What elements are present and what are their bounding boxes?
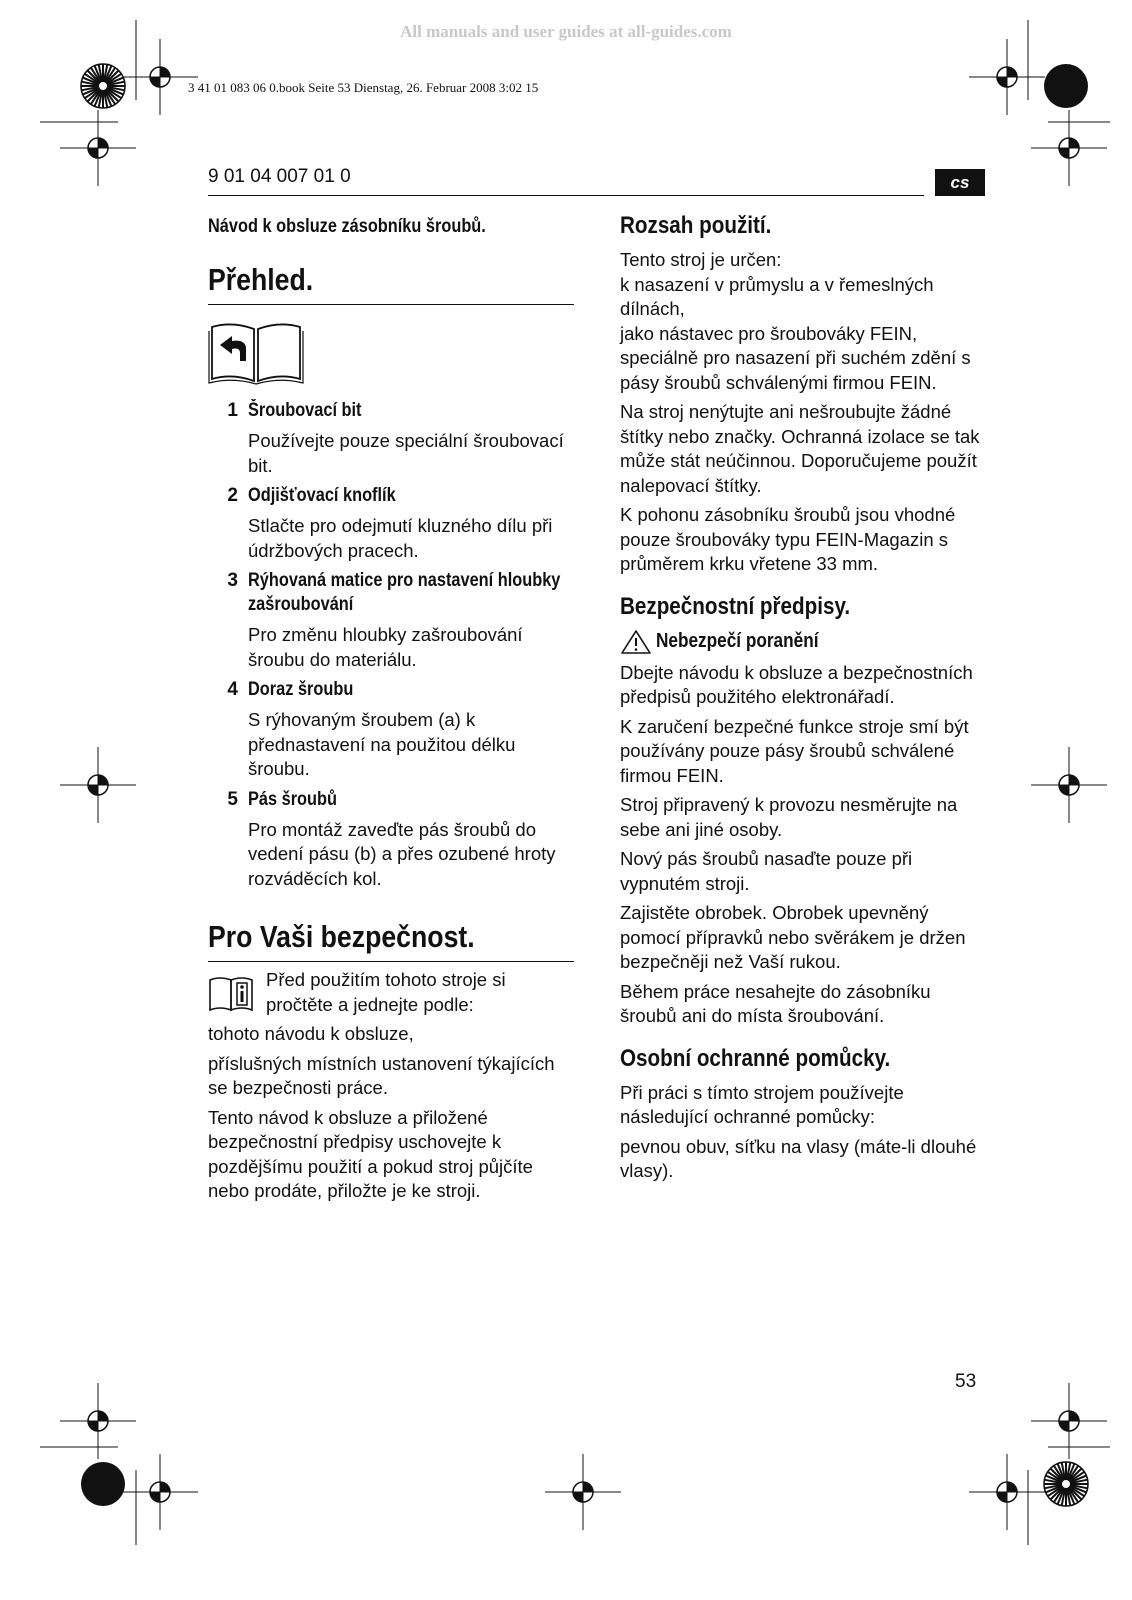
item-title: Doraz šroubu — [248, 679, 354, 700]
scope-heading: Rozsah použití. — [620, 212, 772, 239]
paragraph: K pohonu zásobníku šroubů jsou vhodné pouze šroubováky typu FEIN-Magazin s průměrem krku vřetene 33 mm. — [620, 504, 956, 574]
item-title-continued: zašroubování — [248, 594, 354, 615]
item-number: 5 — [227, 788, 238, 810]
list-item — [208, 788, 574, 892]
overview-heading: Přehled. — [208, 262, 314, 297]
item-title: Rýhovaná matice pro nastavení hloubky — [248, 570, 561, 591]
item-title: Šroubovací bit — [248, 400, 362, 421]
paragraph: jako nástavec pro šroubováky FEIN, speciálně pro nasazení při suchém zdění s pásy šroubů schválenými firmou FEIN. — [620, 322, 971, 393]
paragraph: pevnou obuv, síťku na vlasy (máte-li dlouhé vlasy). — [620, 1135, 977, 1181]
right-column — [620, 210, 992, 1189]
header-rule — [208, 195, 924, 196]
safety-heading: Pro Vaši bezpečnost. — [208, 919, 475, 954]
item-description: Pro změnu hloubky zašroubování šroubu do materiálu. — [248, 624, 523, 670]
safety-rule: K zaručení bezpečné funkce stroje smí být používány pouze pásy šroubů schválené firmou FEIN. — [620, 715, 969, 786]
item-description: Pro montáž zaveďte pás šroubů do vedení pásu (b) a přes ozubené hroty rozváděcích kol. — [248, 818, 556, 889]
item-title: Pás šroubů — [248, 788, 337, 810]
item-number: 1 — [227, 400, 238, 421]
warning-title: Nebezpečí poranění — [656, 630, 819, 652]
left-column — [208, 210, 574, 1209]
item-number: 3 — [227, 570, 238, 591]
list-item — [208, 399, 574, 478]
item-number: 4 — [227, 679, 238, 700]
open-book-icon — [208, 317, 304, 385]
manual-title: Návod k obsluze zásobníku šroubů. — [208, 216, 486, 237]
list-item — [208, 484, 574, 563]
item-description: Používejte pouze speciální šroubovací bit. — [248, 430, 564, 476]
paragraph: Tento návod k obsluze a přiložené bezpečnostní předpisy uschovejte k pozdějšímu použití a pokud stroj půjčíte nebo prodáte, přiložte je ke stroji. — [208, 1106, 533, 1201]
paragraph: Na stroj nenýtujte ani nešroubujte žádné štítky nebo značky. Ochranná izolace se tak může stát neúčinnou. Doporučujeme použít nalepovací štítky. — [620, 401, 980, 496]
language-badge: cs — [935, 169, 985, 196]
safety-rule: Stroj připravený k provozu nesměrujte na sebe ani jiné osoby. — [620, 794, 958, 840]
info-book-icon — [208, 974, 254, 1012]
list-item — [208, 569, 574, 672]
book-file-line: 3 41 01 083 06 0.book Seite 53 Dienstag, 26. Februar 2008 3:02 15 — [188, 80, 539, 95]
ppe-heading: Osobní ochranné pomůcky. — [620, 1044, 891, 1072]
document-number: 9 01 04 007 01 0 — [208, 166, 351, 187]
paragraph: k nasazení v průmyslu a v řemeslných dílnách, — [620, 273, 934, 319]
overview-rule — [208, 304, 574, 305]
safety-rule — [208, 961, 574, 962]
info-text: Před použitím tohoto stroje si pročtěte a jednejte podle: — [266, 969, 506, 1015]
paragraph: Tento stroj je určen: — [620, 249, 782, 270]
safety-rule: Nový pás šroubů nasaďte pouze při vypnutém stroji. — [620, 848, 913, 894]
item-title: Odjišťovací knoflík — [248, 485, 396, 506]
paragraph: tohoto návodu k obsluze, — [208, 1023, 414, 1044]
safety-rule: Během práce nesahejte do zásobníku šroubů ani do místa šroubování. — [620, 980, 931, 1026]
paragraph: příslušných místních ustanovení týkajících se bezpečnosti práce. — [208, 1052, 555, 1098]
item-description: Stlačte pro odejmutí kluzného dílu při údržbových pracech. — [248, 515, 553, 561]
overview-list — [208, 399, 574, 891]
list-item — [208, 678, 574, 782]
watermark: All manuals and user guides at all-guides.com — [400, 22, 732, 41]
safety-rule: Zajistěte obrobek. Obrobek upevněný pomocí přípravků nebo svěrákem je držen bezpečněji než Vaší rukou. — [620, 902, 966, 972]
paragraph: Při práci s tímto strojem používejte následující ochranné pomůcky: — [620, 1081, 904, 1127]
item-description: S rýhovaným šroubem (a) k přednastavení na použitou délku šroubu. — [248, 709, 516, 779]
safety-rule: Dbejte návodu k obsluze a bezpečnostních předpisů použitého elektronářadí. — [620, 661, 973, 707]
item-number: 2 — [227, 485, 238, 506]
page-number: 53 — [955, 1371, 977, 1392]
safety-rules-heading: Bezpečnostní předpisy. — [620, 592, 851, 620]
warning-triangle-icon — [620, 629, 652, 655]
